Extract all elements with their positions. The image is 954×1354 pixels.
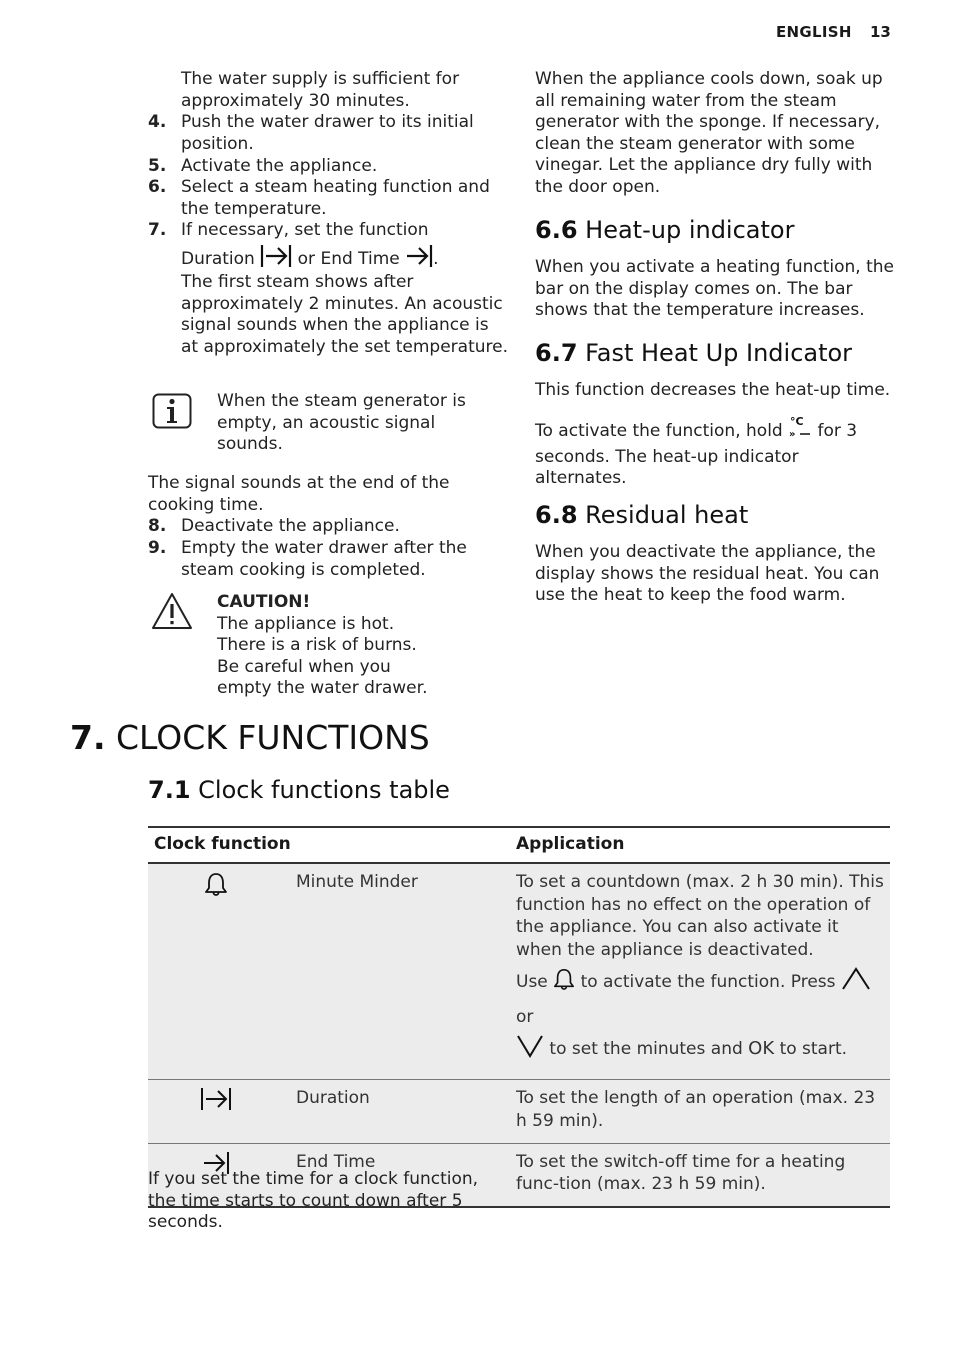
section-6-6-heading — [535, 216, 794, 244]
section-number: 7.1 — [148, 776, 191, 804]
section-6-8-heading — [535, 501, 748, 529]
bell-icon — [553, 967, 575, 1002]
step-number: 6. — [148, 177, 167, 197]
function-name: Minute Minder — [290, 863, 510, 1080]
activate-text: to activate the function. Press — [580, 972, 836, 993]
svg-text:»: » — [789, 429, 796, 440]
column-header: Application — [510, 827, 890, 863]
table-row — [148, 863, 890, 1080]
section-title: Residual heat — [585, 501, 749, 529]
function-name: End Time — [290, 1143, 510, 1207]
info-note-text: When the steam generator is empty, an acoustic signal sounds. — [217, 391, 466, 455]
step-text: Empty the water drawer after the steam cooking is completed. — [181, 538, 467, 580]
step-number: 4. — [148, 112, 167, 132]
footer-text: If you set the time for a clock function, the time starts to count down after 5 seconds. — [148, 1169, 479, 1233]
use-word: Use — [516, 972, 548, 993]
period: . — [433, 249, 439, 269]
ok-icon: OK — [748, 1038, 775, 1060]
clock-functions-table — [148, 826, 890, 1208]
table-row — [148, 1080, 890, 1143]
function-name: Duration — [290, 1080, 510, 1143]
fast-heat-up-icon — [788, 414, 812, 447]
warning-icon — [151, 592, 193, 630]
step-text: Push the water drawer to its initial position. — [181, 112, 474, 154]
section-6-7-text-2 — [535, 414, 895, 490]
bell-icon — [204, 871, 228, 904]
usage-text — [516, 967, 884, 1069]
section-title: Clock functions table — [198, 776, 450, 804]
page-number: 13 — [870, 23, 891, 41]
function-application: To set the length of an operation (max. 23 h 59 min). — [510, 1080, 890, 1143]
column-header: Clock function — [148, 827, 510, 863]
caution-line: The appliance is hot. — [217, 614, 395, 634]
step-number: 9. — [148, 538, 167, 558]
caution-line: Be careful when you — [217, 657, 391, 677]
function-icon-cell — [148, 863, 290, 1080]
svg-text:°C: °C — [790, 415, 804, 428]
step-number: 7. — [148, 220, 167, 240]
chapter-heading — [70, 718, 430, 757]
section-number: 6.8 — [535, 501, 578, 529]
section-title: Heat-up indicator — [585, 216, 795, 244]
cool-down-text: When the appliance cools down, soak up all remaining water from the steam generator with the sponge. If necessary, clean the steam generator with some vinegar. Let the appliance dry fully with the door open. — [535, 69, 883, 197]
step-text: Select a steam heating function and the temperature. — [181, 177, 490, 219]
water-supply-text: The water supply is sufficient for approximately 30 minutes. — [181, 69, 460, 111]
or-end-time-text: or End Time — [297, 249, 400, 269]
application-text: To set a countdown (max. 2 h 30 min). This function has no effect on the operation of the appliance. You can also activate it when the appliance is deactivated. — [516, 872, 884, 960]
chevron-down-icon — [516, 1034, 544, 1069]
hold-text-rest: for 3 seconds. The heat-up indicator alternates. — [535, 421, 858, 489]
section-6-7-heading — [535, 339, 852, 367]
chapter-title: CLOCK FUNCTIONS — [116, 718, 430, 757]
end-time-icon — [405, 244, 433, 275]
chapter-number: 7. — [70, 718, 106, 757]
duration-icon — [260, 244, 292, 275]
start-text: to start. — [779, 1039, 848, 1060]
caution-line: There is a risk of burns. — [217, 635, 417, 655]
step-text: Deactivate the appliance. — [181, 516, 400, 536]
step-7-line1: If necessary, set the function — [181, 220, 429, 240]
set-minutes-text: to set the minutes and — [549, 1039, 743, 1060]
step-number: 8. — [148, 516, 167, 536]
caution-line: empty the water drawer. — [217, 678, 428, 698]
section-6-8-text: When you deactivate the appliance, the display shows the residual heat. You can use the heat to keep the food warm. — [535, 542, 880, 606]
chevron-up-icon — [841, 967, 871, 1002]
duration-word: Duration — [181, 249, 255, 269]
duration-icon — [200, 1087, 232, 1118]
table-header-row — [148, 827, 890, 863]
step-7-line2 — [181, 244, 511, 275]
section-title: Fast Heat Up Indicator — [585, 339, 853, 367]
step-number: 5. — [148, 156, 167, 176]
function-icon-cell — [148, 1080, 290, 1143]
hold-text: To activate the function, hold — [535, 421, 783, 441]
info-icon — [152, 393, 192, 429]
section-number: 6.6 — [535, 216, 578, 244]
signal-text: The signal sounds at the end of the cooking time. — [148, 473, 450, 515]
section-6-6-text: When you activate a heating function, the bar on the display comes on. The bar shows that the temperature increases. — [535, 257, 895, 321]
section-7-1-heading — [148, 776, 450, 804]
section-number: 6.7 — [535, 339, 578, 367]
caution-title: CAUTION! — [217, 592, 311, 612]
section-6-7-text: This function decreases the heat-up time. — [535, 380, 891, 400]
language-label: ENGLISH — [776, 23, 852, 41]
function-application — [510, 863, 890, 1080]
function-application: To set the switch-off time for a heating func-tion (max. 23 h 59 min). — [510, 1143, 890, 1207]
or-word: or — [516, 1007, 534, 1028]
step-7-rest: The first steam shows after approximately 2 minutes. An acoustic signal sounds when the appliance is at approximately the set temperature. — [181, 272, 509, 357]
step-text: Activate the appliance. — [181, 156, 378, 176]
